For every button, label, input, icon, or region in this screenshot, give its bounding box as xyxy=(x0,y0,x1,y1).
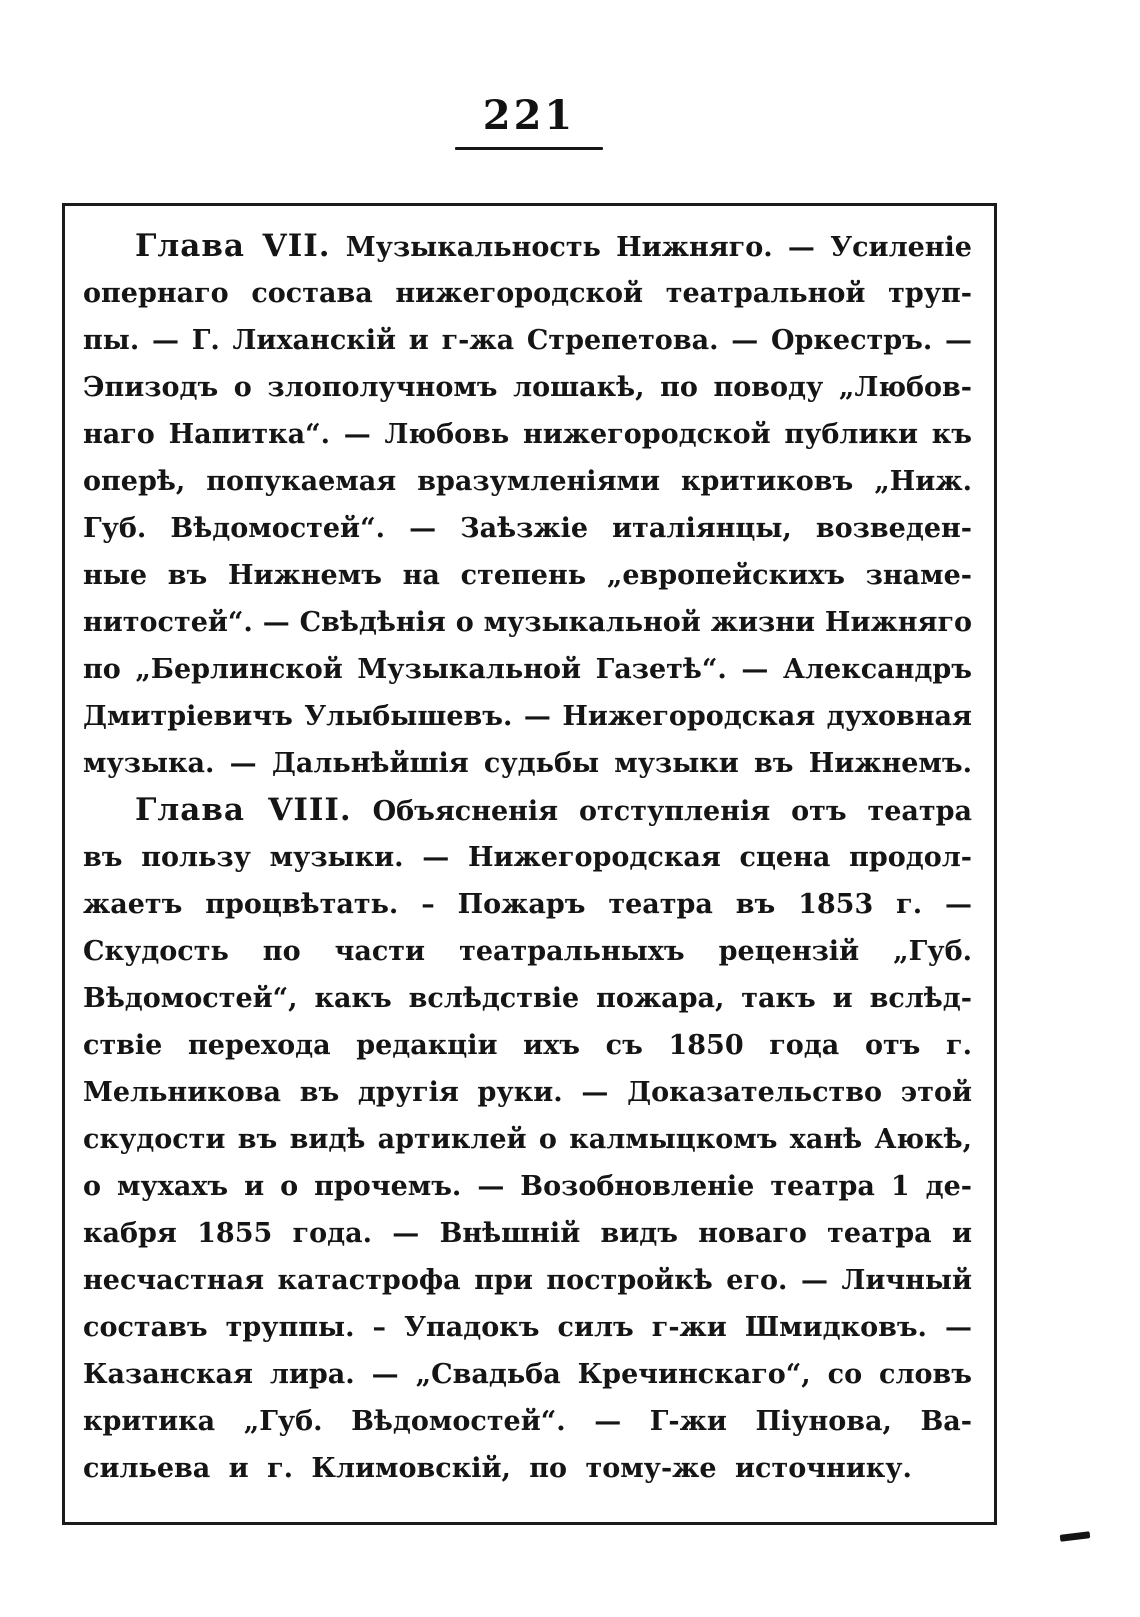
chapter-summary-box xyxy=(62,203,997,1525)
text-line: пы. — Г. Лиханскій и г-жа Стрепетова. — Оркестръ. — xyxy=(83,325,972,356)
text-line: Казанская лира. — „Свадьба Кречинскаго“, со словъ xyxy=(83,1359,972,1390)
text-line: Мельникова въ другія руки. — Доказательство этой xyxy=(83,1077,972,1108)
chapter-label: Глава VII. xyxy=(135,228,331,264)
text-line: наго Напитка“. — Любовь нижегородской публики къ xyxy=(83,419,972,450)
text-line: несчастная катастрофа при постройкѣ его. — Личный xyxy=(83,1265,972,1296)
text-line: кабря 1855 года. — Внѣшній видъ новаго театра и xyxy=(83,1218,972,1249)
text-line: Глава VII. Музыкальность Нижняго. — Усиленіе xyxy=(135,228,972,264)
text-line: критика „Губ. Вѣдомостей“. — Г-жи Піунова, Ва- xyxy=(83,1406,972,1437)
text-line: по „Берлинской Музыкальной Газетѣ“. — Александръ xyxy=(83,654,972,685)
page-number: 221 xyxy=(482,92,576,139)
text-line: жаетъ процвѣтать. – Пожаръ театра въ 1853 г. — xyxy=(83,889,972,920)
page-number-underline xyxy=(455,147,603,150)
text-line: Дмитріевичъ Улыбышевъ. — Нижегородская духовная xyxy=(83,701,972,732)
text-line: составъ труппы. – Упадокъ силъ г-жи Шмидковъ. — xyxy=(83,1312,972,1343)
page-header xyxy=(0,92,1058,150)
text-line: сильева и г. Климовскій, по тому-же источнику. xyxy=(83,1453,912,1484)
text-line: Вѣдомостей“, какъ вслѣдствіе пожара, такъ и вслѣд- xyxy=(83,983,972,1014)
text-line: музыка. — Дальнѣйшія судьбы музыки въ Нижнемъ. xyxy=(83,748,972,779)
text-line: Глава VIII. Объясненія отступленія отъ театра xyxy=(135,792,972,828)
text-line: Губ. Вѣдомостей“. — Заѣзжіе италіянцы, возведен- xyxy=(83,513,972,544)
text-line: Эпизодъ о злополучномъ лошакѣ, по поводу „Любов- xyxy=(83,372,972,403)
text-line: ствіе перехода редакціи ихъ съ 1850 года отъ г. xyxy=(83,1030,972,1061)
text-line: ные въ Нижнемъ на степень „европейскихъ знаме- xyxy=(83,560,972,591)
text-line: Скудость по части театральныхъ рецензій „Губ. xyxy=(83,936,972,967)
chapter-label: Глава VIII. xyxy=(135,792,352,828)
text-line: опернаго состава нижегородской театральной труп- xyxy=(83,278,972,309)
ink-smudge xyxy=(1060,1531,1091,1542)
text-line: оперѣ, попукаемая вразумленіями критиковъ „Ниж. xyxy=(83,466,972,497)
text-line: о мухахъ и о прочемъ. — Возобновленіе театра 1 де- xyxy=(83,1171,972,1202)
text-line: скудости въ видѣ артиклей о калмыцкомъ ханѣ Аюкѣ, xyxy=(83,1124,972,1155)
text-line: въ пользу музыки. — Нижегородская сцена продол- xyxy=(83,842,972,873)
text-line: нитостей“. — Свѣдѣнія о музыкальной жизни Нижняго xyxy=(83,607,972,638)
